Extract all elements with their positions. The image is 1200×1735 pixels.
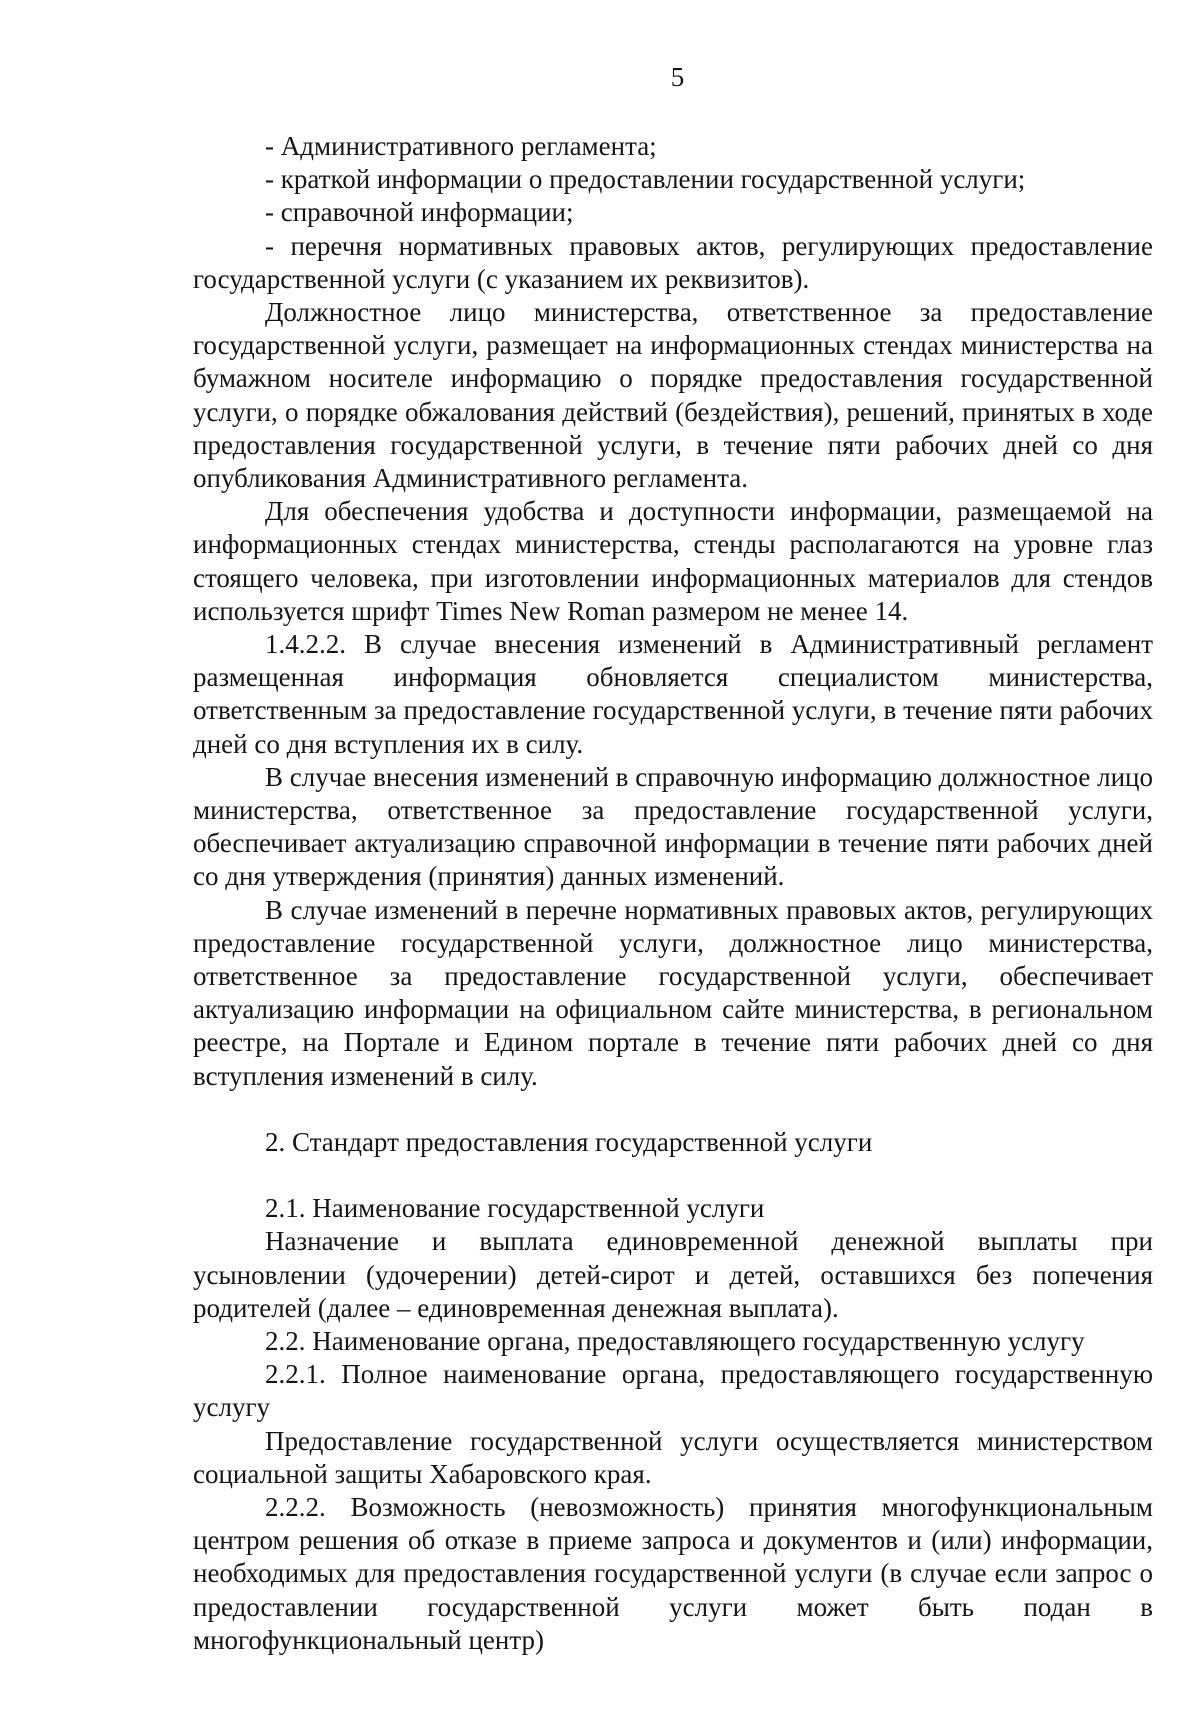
paragraph: Для обеспечения удобства и доступности информации, размещаемой на информационных стендах министерства, стенды располагаются на уровне глаз стоящего человека, при изготовлении информационных материалов для стендов используется шрифт Times New Roman размером не менее 14. [193, 496, 1153, 626]
paragraph: 1.4.2.2. В случае внесения изменений в Административный регламент размещенная информация обновляется специалистом министерства, ответственным за предоставление государственной услуги, в течение пяти рабочих дней со дня вступления их в силу. [193, 629, 1153, 759]
paragraph: Назначение и выплата единовременной денежной выплаты при усыновлении (удочерении) детей-сирот и детей, оставшихся без попечения родителей (далее – единовременная денежная выплата). [193, 1226, 1153, 1323]
section-heading: 2. Стандарт предоставления государственной услуги [265, 1126, 873, 1157]
paragraph: 2.2.2. Возможность (невозможность) принятия многофункциональным центром решения об отказе в приеме запроса и документов и (или) информации, необходимых для предоставления государственной услуги (в случае если запрос о предоставлении государственной услуги может быть подан в многофункциональный центр) [193, 1491, 1153, 1655]
bullet-item: - перечня нормативных правовых актов, регулирующих предоставление государственной услуги (с указанием их реквизитов). [193, 230, 1153, 294]
paragraph: В случае изменений в перечне нормативных правовых актов, регулирующих предоставление государственной услуги, должностное лицо министерства, ответственное за предоставление государственной услуги, обеспечивает актуализацию информации на официальном сайте министерства, в региональном реестре, на Портале и Едином портале в течение пяти рабочих дней со дня вступления изменений в силу. [193, 894, 1153, 1091]
section-spacer [193, 1093, 1153, 1126]
paragraph: Предоставление государственной услуги осуществляется министерством социальной защиты Хабаровского края. [193, 1425, 1153, 1489]
bullet-item: - краткой информации о предоставлении государственной услуги; [265, 164, 1026, 195]
paragraph: Должностное лицо министерства, ответственное за предоставление государственной услуги, размещает на информационных стендах министерства на бумажном носителе информацию о порядке предоставления государственной услуги, о порядке обжалования действий (бездействия), решений, принятых в ходе предоставления государственной услуги, в течение пяти рабочих дней со дня опубликования Административного регламента. [193, 297, 1153, 494]
document-body [193, 130, 1153, 1657]
section-spacer [193, 1159, 1153, 1192]
subsection-heading: 2.1. Наименование государственной услуги [265, 1193, 765, 1224]
subsection-heading: 2.2. Наименование органа, предоставляющего государственную услугу [265, 1325, 1085, 1356]
bullet-item: - Административного регламента; [265, 131, 657, 161]
bullet-item: - справочной информации; [265, 197, 574, 228]
paragraph: В случае внесения изменений в справочную информацию должностное лицо министерства, ответственное за предоставление государственной услуги, обеспечивает актуализацию справочной информации в течение пяти рабочих дней со дня утверждения (принятия) данных изменений. [193, 761, 1153, 892]
subsection-heading: 2.2.1. Полное наименование органа, предоставляющего государственную услугу [193, 1359, 1153, 1423]
page-number: 5 [670, 62, 685, 92]
